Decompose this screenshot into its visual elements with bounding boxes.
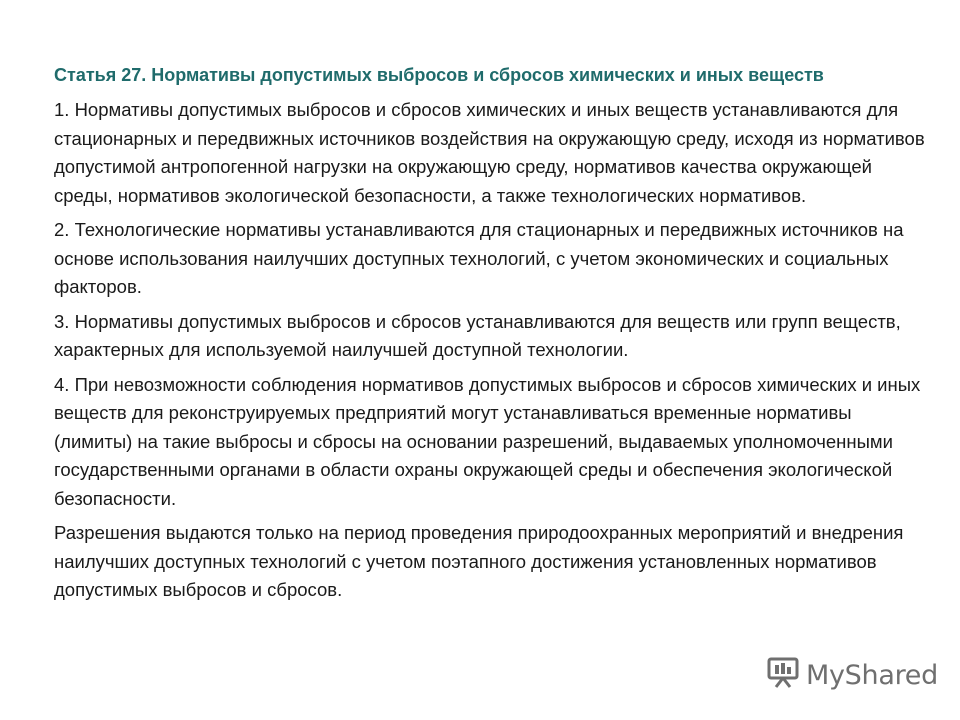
paragraph-4: 4. При невозможности соблюдения нормативов допустимых выбросов и сбросов химических и иных веществ для реконструируемых предприятий могут устанавливаться временные нормативы (лимиты) на такие выбросы и сбросы на основании разрешений, выдаваемых уполномоченными государственными органами в области охраны окружающей среды и обеспечения экологической безопасности. xyxy=(54,373,921,509)
article-title: Статья 27. Нормативы допустимых выбросов и сбросов химических и иных веществ xyxy=(54,65,824,85)
paragraph-permits: Разрешения выдаются только на период проведения природоохранных мероприятий и внедрения наилучших доступных технологий с учетом поэтапного достижения установленных нормативов допустимых выбросов и сбросов. xyxy=(54,522,904,600)
paragraph-2: 2. Технологические нормативы устанавливаются для стационарных и передвижных источников на основе использования наилучших доступных технологий, с учетом экономических и социальных факторов. xyxy=(54,219,904,297)
paragraph-3: 3. Нормативы допустимых выбросов и сбросов устанавливаются для веществ или групп веществ, характерных для используемой наилучшей доступной технологии. xyxy=(54,310,901,360)
myshared-watermark xyxy=(766,656,938,695)
paragraph-1: 1. Нормативы допустимых выбросов и сбросов химических и иных веществ устанавливаются для стационарных и передвижных источников воздействия на окружающую среду, исходя из нормативов допустимой антропогенной нагрузки на окружающую среду, нормативов качества окружающей среды, нормативов экологической безопасности, а также технологических нормативов. xyxy=(54,99,925,206)
watermark-text: MyShared xyxy=(806,660,938,691)
presentation-board-icon xyxy=(766,656,806,695)
slide-content xyxy=(54,62,934,611)
